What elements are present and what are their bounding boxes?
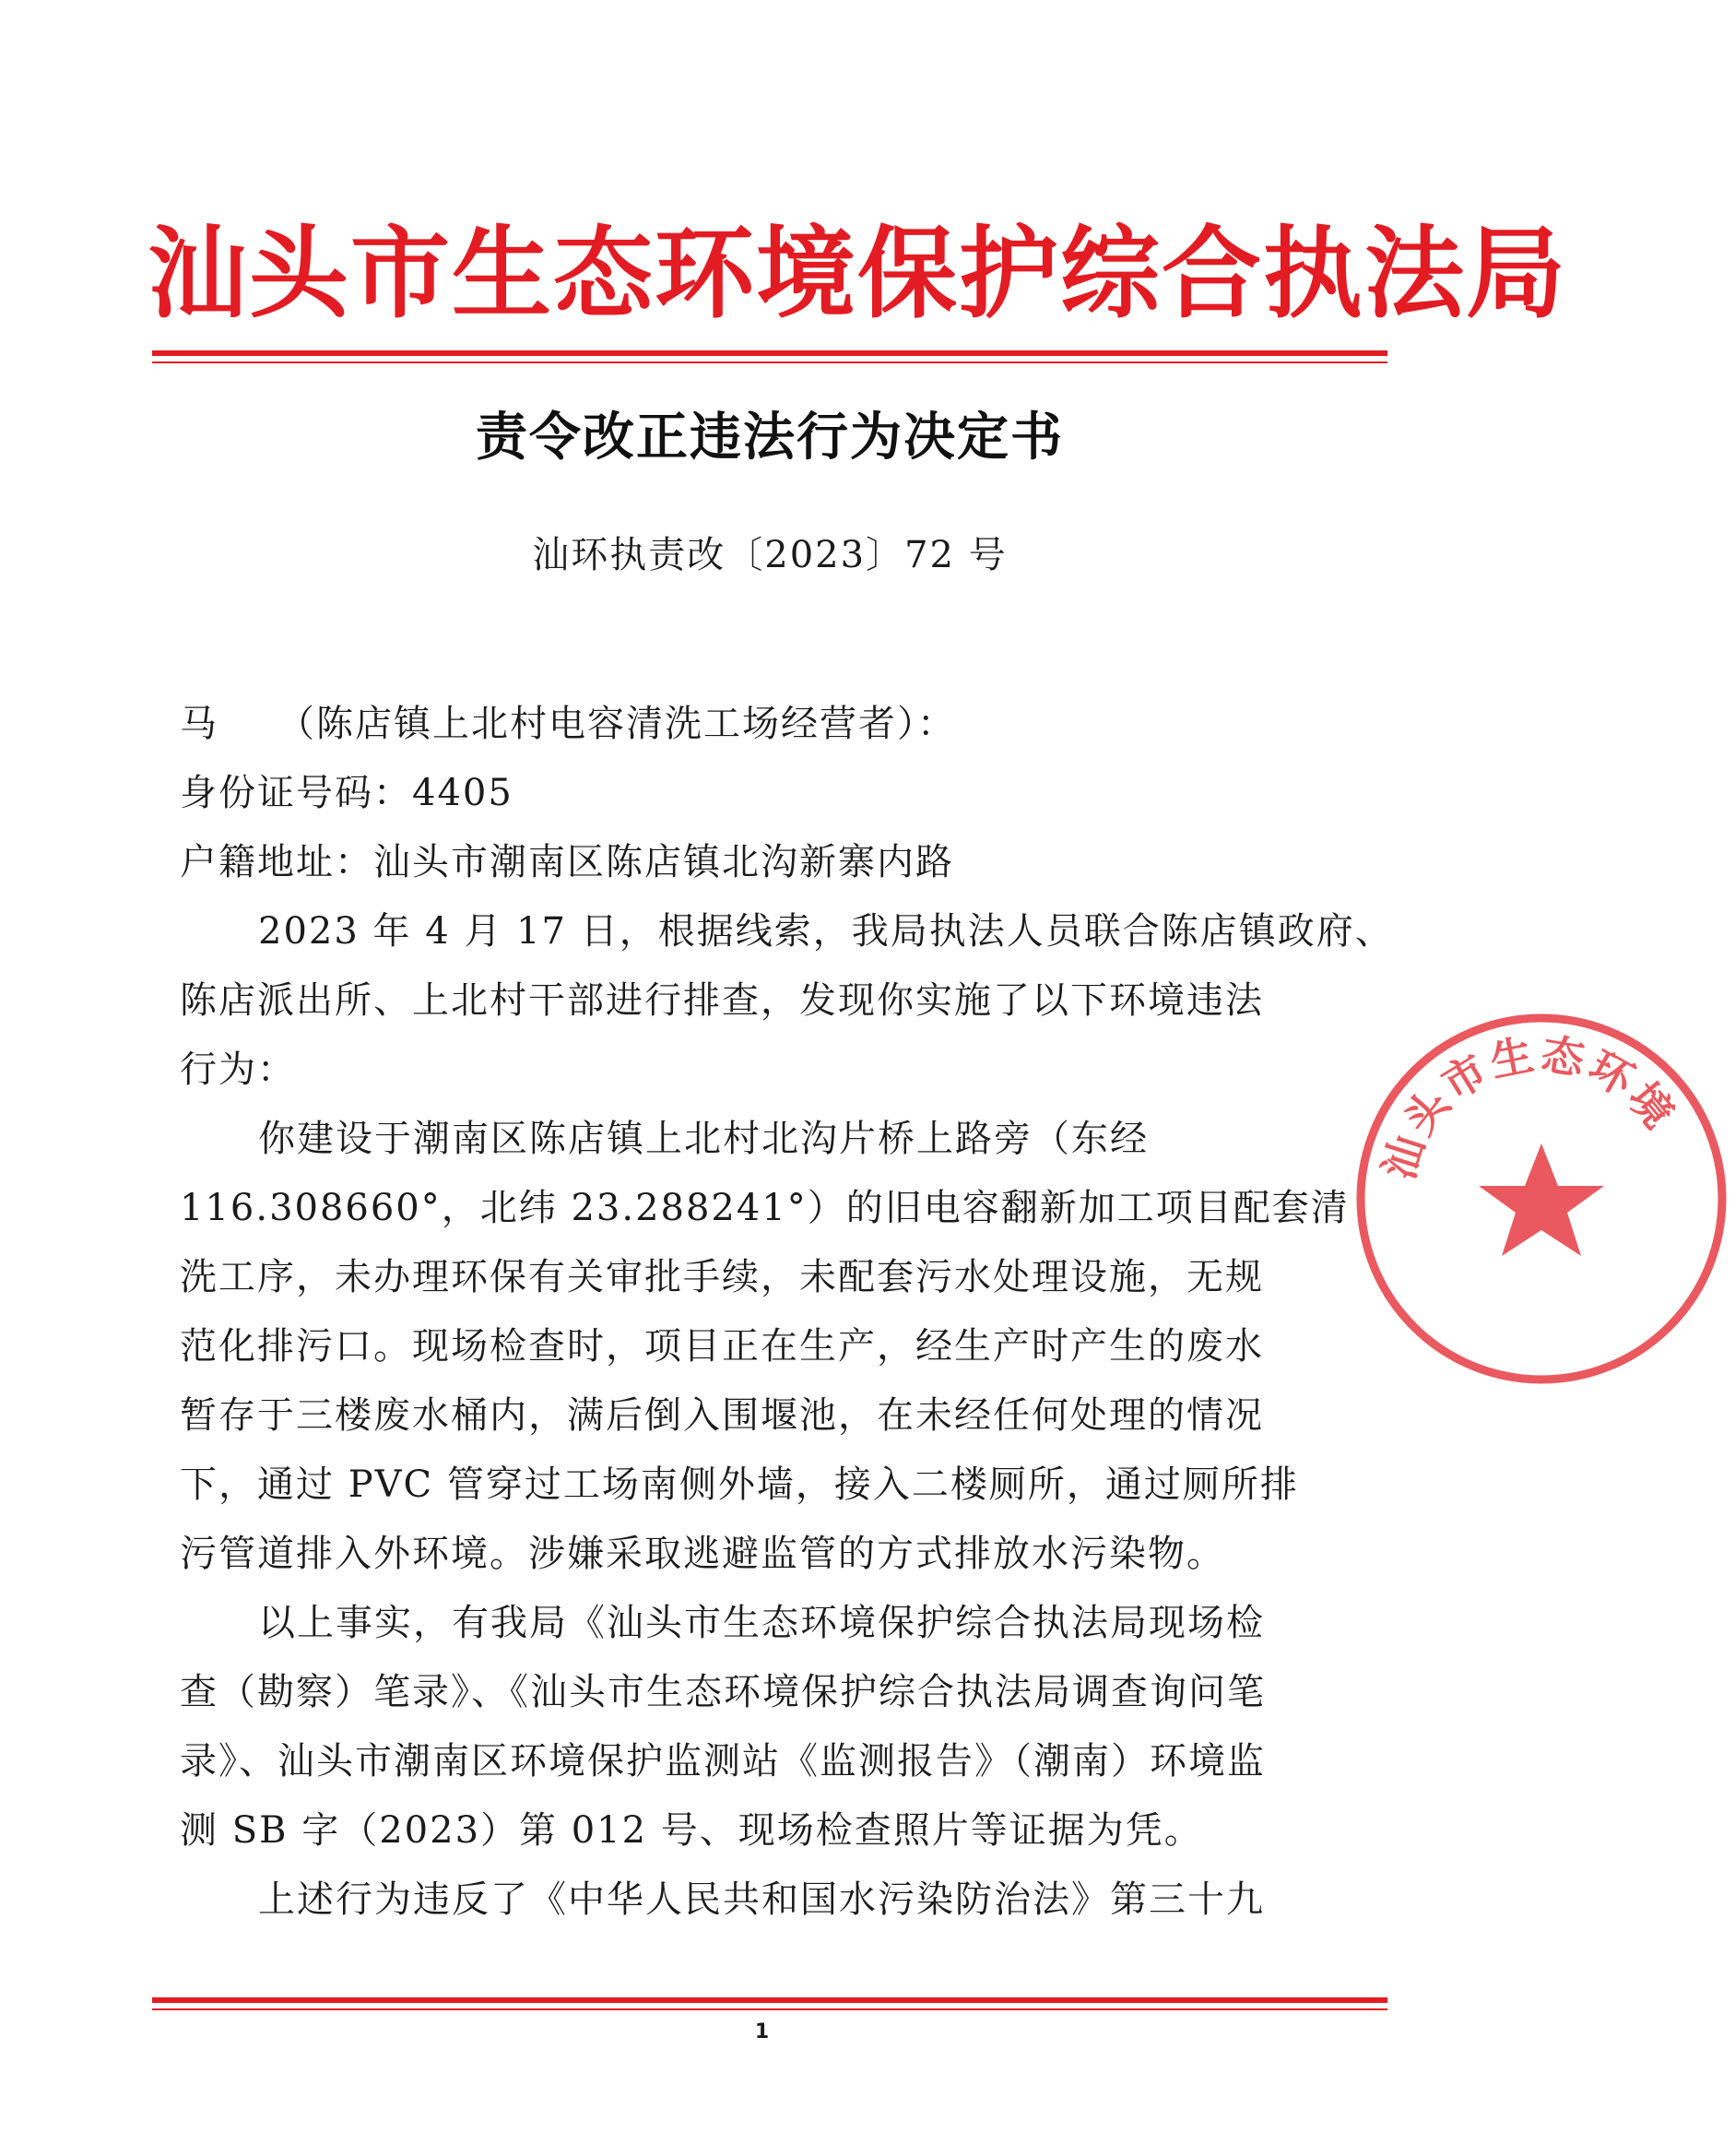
svg-text:汕头市生态环境 (1374, 1028, 1686, 1185)
header-rule-thick (152, 350, 1387, 356)
document-number: 汕环执责改〔2023〕72 号 (532, 534, 1008, 576)
body-line: 洗工序，未办理环保有关审批手续，未配套污水处理设施，无规 (180, 1256, 1264, 1298)
recipient-line: 马 （陈店镇上北村电容清洗工场经营者）： (180, 703, 956, 745)
address-line: 户籍地址：汕头市潮南区陈店镇北沟新寨内路 (180, 841, 954, 883)
seal-text: 汕头市生态环境 (1373, 1028, 1686, 1186)
header-rule-thin (152, 361, 1387, 363)
body-line: 行为： (180, 1048, 296, 1091)
body-line: 2023 年 4 月 17 日，根据线索，我局执法人员联合陈店镇政府、 (258, 910, 1394, 953)
body-line: 测 SB 字（2023）第 012 号、现场检查照片等证据为凭。 (180, 1809, 1203, 1852)
agency-header: 汕头市生态环境保护综合执法局 (148, 216, 1568, 332)
body-line: 下，通过 PVC 管穿过工场南侧外墙，接入二楼厕所，通过厕所排 (180, 1463, 1299, 1506)
footer-rule-thin (152, 2008, 1387, 2010)
document-title: 责令改正违法行为决定书 (476, 408, 1064, 468)
body-line: 污管道排入外环境。涉嫌采取逃避监管的方式排放水污染物。 (180, 1533, 1225, 1575)
body-line: 你建设于潮南区陈店镇上北村北沟片桥上路旁（东经 (258, 1118, 1149, 1160)
document-body (180, 690, 1394, 1935)
star-icon (1479, 1143, 1604, 1256)
body-line: 查（勘察）笔录》、《汕头市生态环境保护综合执法局调查询问笔 (180, 1671, 1266, 1713)
official-seal (1348, 1005, 1735, 1392)
body-line: 暂存于三楼废水桶内，满后倒入围堰池，在未经任何处理的情况 (180, 1394, 1264, 1437)
body-line: 范化排污口。现场检查时，项目正在生产，经生产时产生的废水 (180, 1325, 1264, 1368)
body-line: 116.308660°，北纬 23.288241°）的旧电容翻新加工项目配套清 (180, 1187, 1350, 1229)
body-line: 以上事实，有我局《汕头市生态环境保护综合执法局现场检 (258, 1602, 1265, 1644)
body-line: 陈店派出所、上北村干部进行排查，发现你实施了以下环境违法 (180, 979, 1264, 1022)
footer-rule-thick (152, 1997, 1387, 2003)
id-number-line: 身份证号码：4405 (180, 772, 513, 814)
body-line: 录》、汕头市潮南区环境保护监测站《监测报告》（潮南）环境监 (180, 1740, 1266, 1783)
body-line: 上述行为违反了《中华人民共和国水污染防治法》第三十九 (258, 1878, 1265, 1921)
page-number: 1 (754, 2020, 770, 2043)
